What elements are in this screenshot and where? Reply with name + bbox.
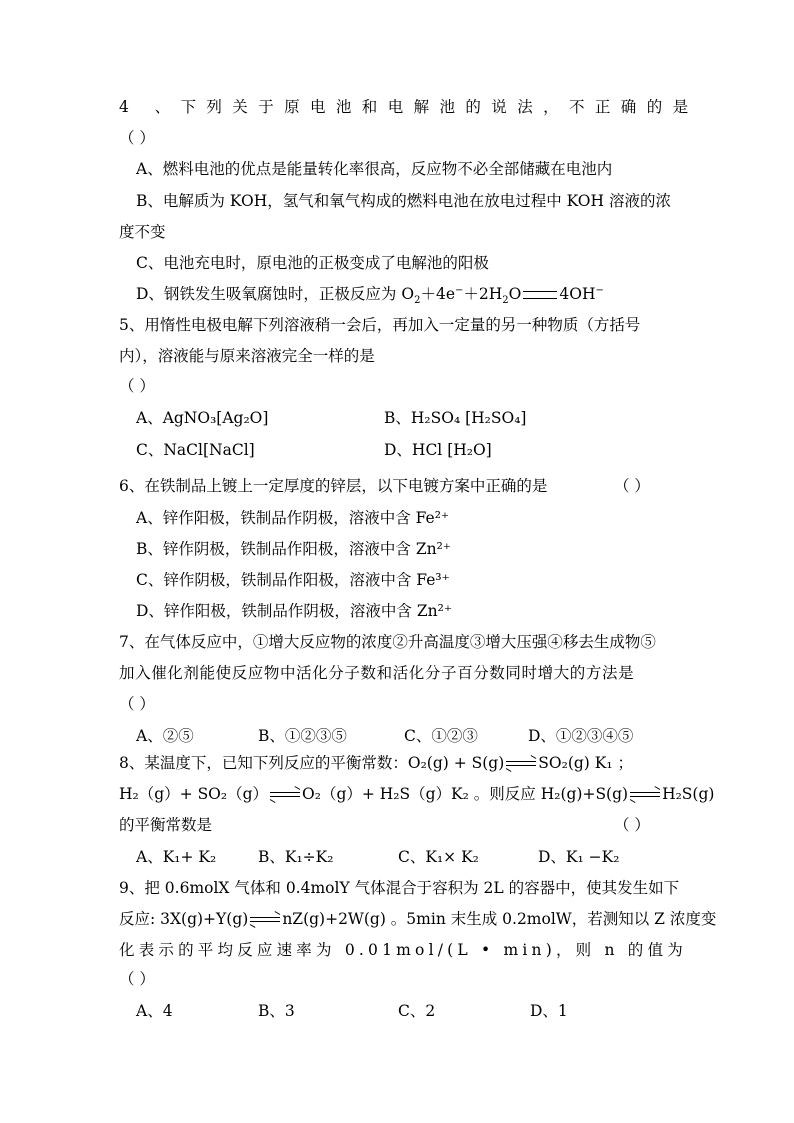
q8-line1-b: SO₂(g) K₁ ； bbox=[538, 754, 633, 772]
equilibrium-arrow-icon bbox=[630, 791, 660, 799]
q5-option-b: B、H₂SO₄ [H₂SO₄] bbox=[384, 409, 527, 427]
q6-answer-paren: （ ） bbox=[614, 477, 650, 495]
q4-d-mid2: ＋2H bbox=[463, 285, 503, 303]
q4-answer-paren: （ ） bbox=[119, 129, 155, 147]
q9-line2-b: nZ(g)+2W(g) 。5min 末生成 0.2molW，若测知以 Z 浓度变 bbox=[282, 910, 717, 928]
q4-option-d: D、钢铁发生吸氧腐蚀时，正极反应为 $O_2+4e^-+2H_2O$ 4OH− bbox=[136, 284, 604, 307]
q8-line2-b: O₂（g）+ H₂S（g）K₂ 。则反应 H₂(g)+S(g) bbox=[302, 785, 629, 803]
q5-answer-paren: （ ） bbox=[119, 377, 155, 395]
q5-options-row1 bbox=[136, 408, 696, 428]
q9-option-c: C、2 bbox=[398, 1002, 436, 1020]
q6-option-c: C、锌作阴极，铁制品作阳极，溶液中含 Fe³⁺ bbox=[136, 571, 450, 589]
q9-stem-line3: 化表示的平均反应速率为 0.01mol/(L • min)，则 n 的值为 bbox=[119, 941, 687, 959]
q9-option-d: D、1 bbox=[530, 1002, 568, 1020]
q5-options-row2 bbox=[136, 440, 696, 460]
q8-option-d: D、K₁ −K₂ bbox=[538, 848, 620, 866]
equilibrium-arrow-icon bbox=[250, 916, 280, 924]
q9-answer-paren: （ ） bbox=[119, 970, 155, 988]
q7-option-a: A、②⑤ bbox=[136, 727, 194, 745]
q7-option-b: B、①②③⑤ bbox=[258, 727, 347, 745]
q5-option-a: A、AgNO₃[Ag₂O] bbox=[136, 409, 269, 427]
q6-stem: 6、在铁制品上镀上一定厚度的锌层，以下电镀方案中正确的是 bbox=[119, 477, 548, 495]
q7-answer-paren: （ ） bbox=[119, 695, 155, 713]
q8-line1-a: 8、某温度下，已知下列反应的平衡常数：O₂(g) + S(g) bbox=[119, 754, 505, 772]
q4-d-mid: ＋4e bbox=[420, 285, 455, 303]
q8-options-row bbox=[136, 847, 696, 867]
equilibrium-arrow-icon bbox=[270, 791, 300, 799]
q9-option-a: A、4 bbox=[136, 1002, 173, 1020]
q8-option-c: C、K₁× K₂ bbox=[398, 848, 479, 866]
q6-option-a: A、锌作阳极，铁制品作阴极，溶液中含 Fe²⁺ bbox=[136, 509, 450, 527]
q4-d-mid3: O bbox=[508, 285, 522, 303]
q7-options-row bbox=[136, 726, 696, 746]
q5-stem-line1: 5、用惰性电极电解下列溶液稍一会后，再加入一定量的另一种物质（方括号 bbox=[119, 316, 641, 334]
q9-stem-line1: 9、把 0.6molX 气体和 0.4molY 气体混合于容积为 2L 的容器中，使其发生如下 bbox=[119, 879, 680, 897]
q8-line2-a: H₂（g）+ SO₂（g） bbox=[119, 785, 269, 803]
q9-option-b: B、3 bbox=[258, 1002, 295, 1020]
q6-option-b: B、锌作阴极，铁制品作阳极，溶液中含 Zn²⁺ bbox=[136, 540, 451, 558]
q5-option-d: D、HCl [H₂O] bbox=[384, 441, 492, 459]
q7-option-d: D、①②③④⑤ bbox=[528, 727, 634, 745]
q8-option-b: B、K₁÷K₂ bbox=[258, 848, 334, 866]
q4-option-b-line2: 度不变 bbox=[119, 223, 166, 241]
q8-stem-line1 bbox=[119, 753, 633, 773]
q5-option-c: C、NaCl[NaCl] bbox=[136, 441, 255, 459]
q9-line2-a: 反应: 3X(g)+Y(g) bbox=[119, 910, 249, 928]
q7-stem-line1: 7、在气体反应中，①增大反应物的浓度②升高温度③增大压强④移去生成物⑤ bbox=[119, 633, 656, 651]
q8-stem-line3: 的平衡常数是 bbox=[119, 816, 213, 834]
q8-line2-c: H₂S(g) bbox=[662, 785, 715, 803]
q5-stem-line2: 内），溶液能与原来溶液完全一样的是 bbox=[119, 347, 375, 365]
q4-option-b-line1: B、电解质为 KOH，氢气和氧气构成的燃料电池在放电过程中 KOH 溶液的浓 bbox=[136, 192, 671, 210]
q4-d-end: 4OH bbox=[559, 285, 596, 303]
q9-stem-line2 bbox=[119, 909, 716, 929]
q4-d-prefix: D、钢铁发生吸氧腐蚀时，正极反应为 O bbox=[136, 285, 415, 303]
q6-option-d: D、锌作阳极，铁制品作阴极，溶液中含 Zn²⁺ bbox=[136, 602, 453, 620]
q4-option-c: C、电池充电时，原电池的正极变成了电解池的阳极 bbox=[136, 254, 489, 272]
q8-answer-paren: （ ） bbox=[614, 816, 650, 834]
q8-stem-line2 bbox=[119, 784, 714, 804]
q7-stem-line2: 加入催化剂能使反应物中活化分子数和活化分子百分数同时增大的方法是 bbox=[119, 664, 635, 682]
q8-option-a: A、K₁+ K₂ bbox=[136, 848, 217, 866]
q4-stem: 4 、下列关于原电池和电解池的说法，不正确的是 bbox=[119, 98, 699, 116]
equilibrium-arrow-icon bbox=[506, 760, 536, 768]
equals-sign-icon bbox=[523, 291, 557, 299]
q9-options-row bbox=[136, 1001, 696, 1021]
q4-option-a: A、燃料电池的优点是能量转化率很高，反应物不必全部储藏在电池内 bbox=[136, 160, 613, 178]
q7-option-c: C、①②③ bbox=[404, 727, 478, 745]
